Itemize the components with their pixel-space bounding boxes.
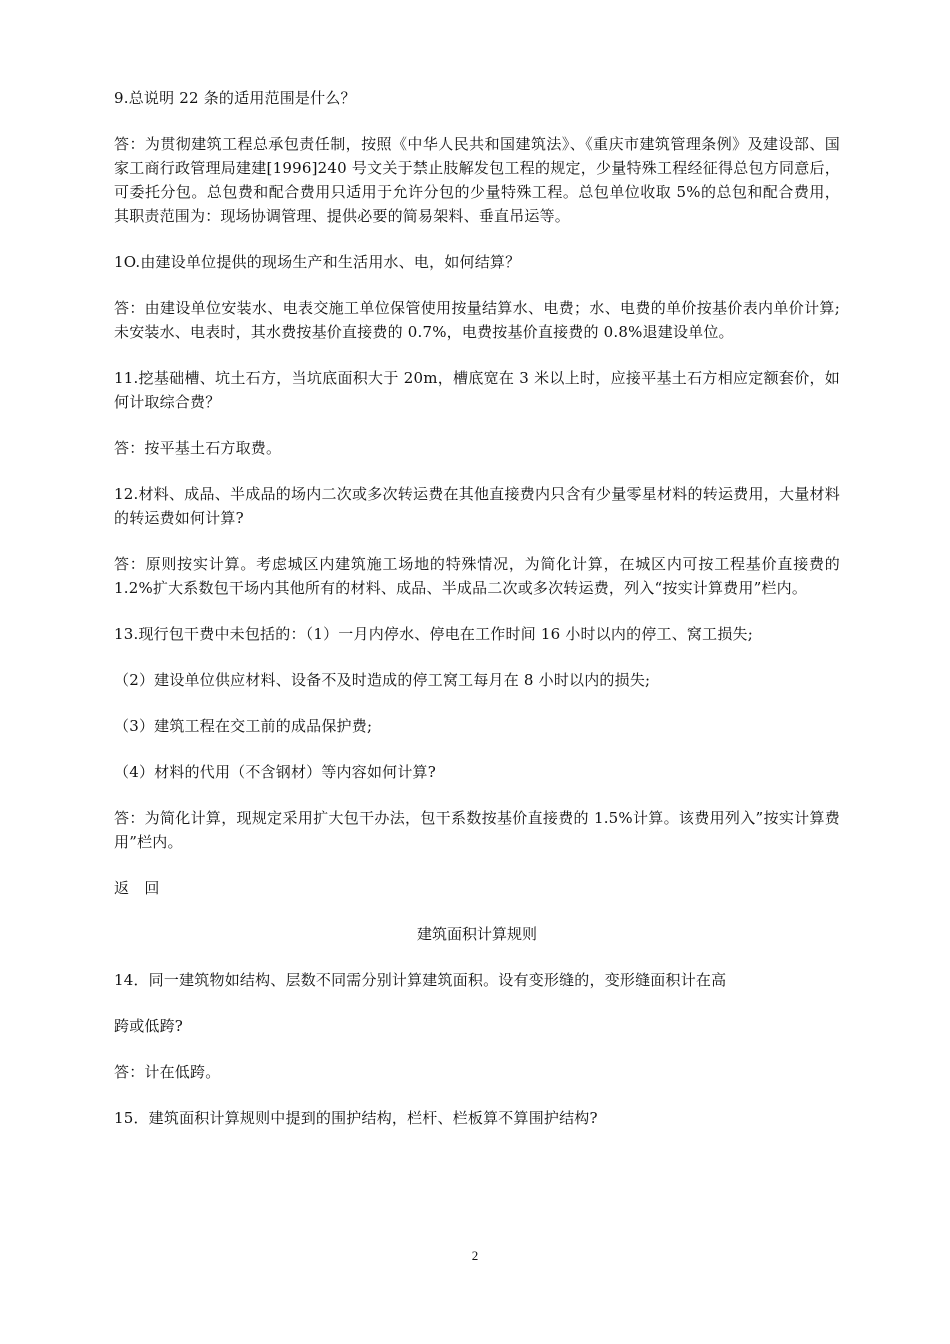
question-11: 11.挖基础槽、坑土石方，当坑底面积大于 20m，槽底宽在 3 米以上时，应接平基土石方相应定额套价，如何计取综合费？: [114, 369, 840, 411]
answer-14: 答：计在低跨。: [114, 1063, 221, 1081]
question-13-part-1: 13.现行包干费中未包括的：（1）一月内停水、停电在工作时间 16 小时以内的停工、窝工损失;: [114, 625, 753, 643]
question-10: 1O.由建设单位提供的现场生产和生活用水、电，如何结算？: [114, 253, 521, 271]
question-13-part-2: （2）建设单位供应材料、设备不及时造成的停工窝工每月在 8 小时以内的损失;: [114, 671, 651, 689]
answer-9: 答：为贯彻建筑工程总承包责任制，按照《中华人民共和国建筑法》、《重庆市建筑管理条例》及建设部、国家工商行政管理局建建[1996]240 号文关于禁止肢解发包工程的规定，少量特殊工程经征得总包方同意后，可委托分包。总包费和配合费用只适用于允许分包的少量特殊工程。总包单位收取 5%的总包和配合费用，其职责范围为：现场协调管理、提供必要的简易架料、垂直吊运等。: [114, 135, 840, 225]
question-14-line-2: 跨或低跨?: [114, 1017, 184, 1035]
answer-11: 答：按平基土石方取费。: [114, 439, 282, 457]
question-9: 9.总说明 22 条的适用范围是什么？: [114, 89, 356, 107]
back-link[interactable]: 返 回: [114, 879, 160, 897]
answer-10: 答：由建设单位安装水、电表交施工单位保管使用按量结算水、电费；水、电费的单价按基价表内单价计算; 未安装水、电表时，其水费按基价直接费的 0.7%，电费按基价直接费的 0.8%退建设单位。: [114, 299, 840, 341]
answer-13: 答：为简化计算，现规定采用扩大包干办法，包干系数按基价直接费的 1.5%计算。该费用列入”按实计算费用”栏内。: [114, 809, 840, 851]
section-title: 建筑面积计算规则: [416, 925, 537, 943]
question-13-part-3: （3）建筑工程在交工前的成品保护费;: [114, 717, 373, 735]
question-12: 12.材料、成品、半成品的场内二次或多次转运费在其他直接费内只含有少量零星材料的转运费用，大量材料的转运费如何计算?: [114, 485, 840, 527]
question-14-line-1: 14．同一建筑物如结构、层数不同需分别计算建筑面积。设有变形缝的，变形缝面积计在高: [114, 971, 727, 989]
answer-12: 答：原则按实计算。考虑城区内建筑施工场地的特殊情况，为简化计算，在城区内可按工程基价直接费的 1.2%扩大系数包干场内其他所有的材料、成品、半成品二次或多次转运费，列入“按实计算费用”栏内。: [114, 555, 840, 597]
document-page: [114, 86, 840, 1152]
question-15: 15．建筑面积计算规则中提到的围护结构，栏杆、栏板算不算围护结构?: [114, 1109, 598, 1127]
question-13-part-4: （4）材料的代用（不含钢材）等内容如何计算?: [114, 763, 436, 781]
page-number: 2: [471, 1248, 479, 1263]
